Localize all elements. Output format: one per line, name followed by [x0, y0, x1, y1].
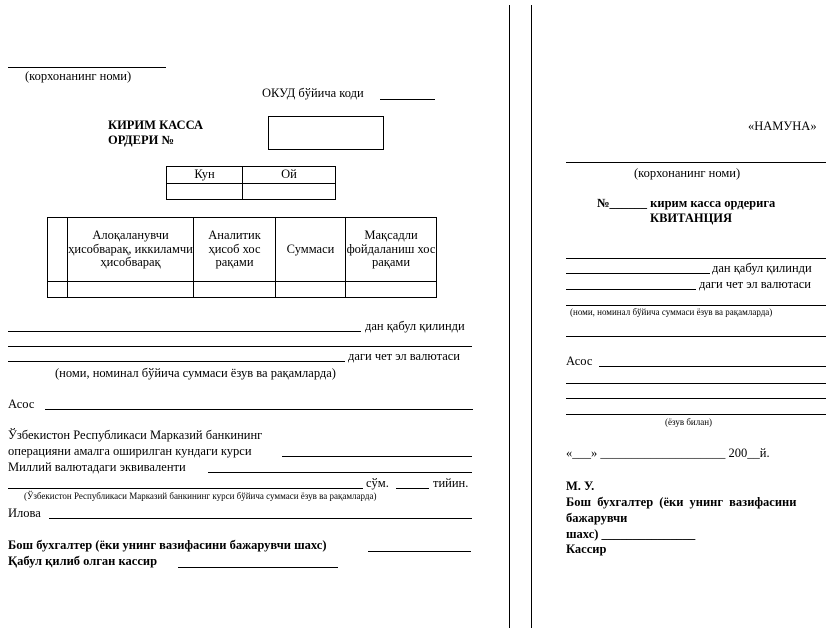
- receipt-cashier-label: Кассир: [566, 542, 607, 556]
- national-equiv-label: Миллий валютадаги эквиваленти: [8, 460, 186, 474]
- accounts-table: [47, 217, 437, 298]
- cb-caption: (Ўзбекистон Республикаси Марказий банкининг курси бўйича суммаси ёзув ва рақамларда): [24, 491, 377, 501]
- sum-header: Суммаси: [276, 218, 346, 282]
- order-number-box[interactable]: [268, 116, 384, 150]
- month-cell[interactable]: [243, 184, 336, 200]
- appendix-label: Илова: [8, 506, 41, 520]
- cashier-label: Қабул қилиб олган кассир: [8, 554, 158, 568]
- receipt-blank-line[interactable]: [566, 383, 826, 384]
- month-header: Ой: [243, 167, 336, 184]
- sample-label: «НАМУНА»: [748, 119, 817, 133]
- receipt-currency-line[interactable]: [566, 289, 696, 290]
- purpose-code-header: Мақсадли фойдаланиш хос рақами: [346, 218, 437, 282]
- cb-rate-line1: Ўзбекистон Республикаси Марказий банкининг: [8, 428, 263, 442]
- receipt-received-line[interactable]: [566, 273, 710, 274]
- title-line2: ОРДЕРИ №: [108, 133, 175, 147]
- receipt-org-line[interactable]: [566, 162, 826, 163]
- sum-line[interactable]: [8, 488, 363, 489]
- basis-line[interactable]: [45, 409, 473, 410]
- receipt-blank-line[interactable]: [566, 258, 826, 259]
- stamp-label: М. У.: [566, 479, 595, 493]
- okud-line[interactable]: [380, 99, 435, 100]
- table-cell[interactable]: [346, 282, 437, 298]
- receipt-basis-line[interactable]: [599, 366, 826, 367]
- table-cell[interactable]: [68, 282, 194, 298]
- receipt-title1: №______ кирим касса ордерига: [597, 196, 776, 210]
- chief-accountant-sign-line[interactable]: [368, 551, 471, 552]
- foreign-currency-label: даги чет эл валютаси: [348, 349, 460, 363]
- date-table: [166, 166, 336, 200]
- received-from-label: дан қабул қилинди: [365, 319, 465, 333]
- receipt-blank-line[interactable]: [566, 398, 826, 399]
- corr-account-header: Алоқаланувчи ҳисобварақ, иккиламчи ҳисобварақ: [68, 218, 194, 282]
- table-cell[interactable]: [276, 282, 346, 298]
- chief-accountant-label: Бош бухгалтер (ёки унинг вазифасини бажарувчи шахс): [8, 538, 327, 552]
- amount-caption: (номи, номинал бўйича суммаси ёзув ва рақамларда): [55, 366, 336, 380]
- analytic-code-header: Аналитик ҳисоб хос рақами: [194, 218, 276, 282]
- receipt-org-caption: (корхонанинг номи): [634, 166, 741, 180]
- cut-line-right: [531, 5, 532, 628]
- table-cell[interactable]: [48, 282, 68, 298]
- receipt-blank-line[interactable]: [566, 336, 826, 337]
- index-header: [48, 218, 68, 282]
- receipt-chief-line2: бажарувчи: [566, 511, 628, 525]
- receipt-words-line[interactable]: [566, 414, 826, 415]
- receipt-chief-line1: Бош бухгалтер (ёки унинг вазифасини: [566, 495, 797, 509]
- day-header: Кун: [167, 167, 243, 184]
- receipt-amount-line[interactable]: [566, 305, 826, 306]
- table-cell[interactable]: [194, 282, 276, 298]
- org-name-caption: (корхонанинг номи): [25, 69, 132, 83]
- receipt-amount-caption: (номи, номинал бўйича суммаси ёзув ва рақамларда): [570, 307, 773, 317]
- appendix-line[interactable]: [49, 518, 472, 519]
- day-cell[interactable]: [167, 184, 243, 200]
- org-name-line: [8, 67, 166, 68]
- currency-line[interactable]: [8, 361, 345, 362]
- received-from-line[interactable]: [8, 331, 361, 332]
- tiyin-line[interactable]: [396, 488, 429, 489]
- receipt-chief-line3: шахс) _______________: [566, 527, 696, 541]
- receipt-words-caption: (ёзув билан): [665, 417, 713, 427]
- cb-rate-line2: операцияни амалга оширилган кундаги курси: [8, 444, 252, 458]
- receipt-currency-label: даги чет эл валютаси: [699, 277, 811, 291]
- blank-line[interactable]: [8, 346, 472, 347]
- cut-line-left: [509, 5, 510, 628]
- okud-label: ОКУД бўйича коди: [262, 86, 364, 100]
- receipt-title2: КВИТАНЦИЯ: [650, 211, 733, 225]
- receipt-date-line: «___» ____________________ 200__й.: [566, 446, 770, 460]
- tiyin-label: тийин.: [433, 476, 469, 490]
- basis-label: Асос: [8, 397, 35, 411]
- cashier-sign-line[interactable]: [178, 567, 338, 568]
- sum-label: сўм.: [366, 476, 389, 490]
- receipt-received-label: дан қабул қилинди: [712, 261, 812, 275]
- receipt-basis-label: Асос: [566, 354, 593, 368]
- cb-rate-value-line[interactable]: [282, 456, 472, 457]
- national-equiv-line[interactable]: [208, 472, 472, 473]
- title-line1: КИРИМ КАССА: [108, 118, 203, 132]
